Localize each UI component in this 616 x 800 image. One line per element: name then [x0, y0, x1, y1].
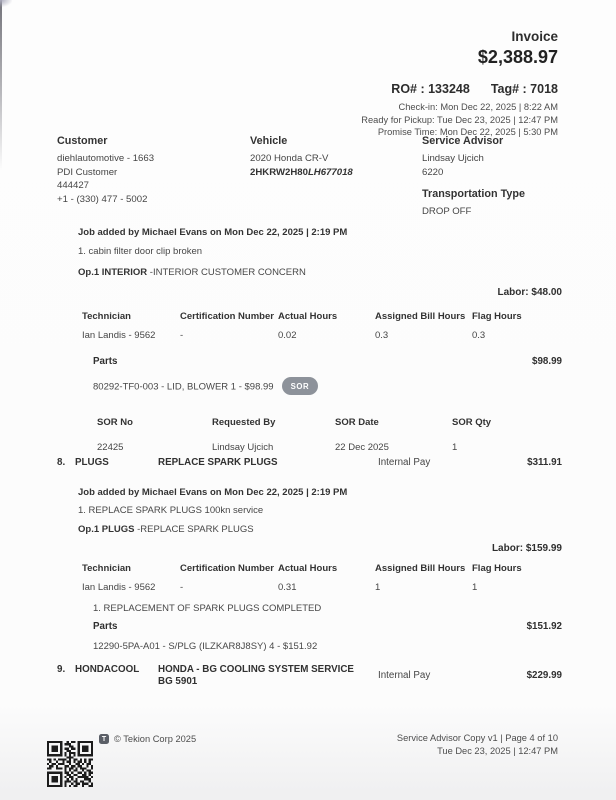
footer-page-info	[397, 732, 558, 757]
qr-code	[47, 741, 93, 787]
job-op-line: Op.1 INTERIOR -INTERIOR CUSTOMER CONCERN	[78, 267, 306, 278]
sor-table-row: 22425 Lindsay Ujcich 22 Dec 2025 1	[97, 442, 458, 453]
tag-number: Tag# : 7018	[490, 82, 558, 96]
printed-time-line: Tue Dec 23, 2025 | 12:47 PM	[437, 745, 558, 756]
service-advisor-label: Service Advisor	[422, 135, 504, 147]
part-line: 12290-5PA-A01 - S/PLG (ILZKAR8J8SY) 4 - $151.92	[93, 641, 318, 652]
invoice-total: $2,388.97	[477, 47, 558, 67]
job-concern: 1. REPLACE SPARK PLUGS 100kn service	[78, 505, 264, 516]
job-op-line: Op.1 PLUGS -REPLACE SPARK PLUGS	[78, 524, 254, 535]
job-added-by: Job added by Michael Evans on Mon Dec 22, 2025 | 2:19 PM	[78, 227, 348, 238]
job-name: HONDACOOL	[75, 664, 140, 675]
job-section-8	[57, 457, 562, 653]
technician-table-row: Ian Landis - 9562 - 0.02 0.3 0.3	[82, 330, 486, 341]
sor-table-header: SOR No Requested By SOR Date SOR Qty	[97, 417, 492, 428]
job-number: 8.	[57, 457, 66, 468]
promise-time-line: Promise Time: Mon Dec 22, 2025 | 5:30 PM	[377, 127, 558, 137]
customer-section	[57, 135, 250, 219]
copy-page-line: Service Advisor Copy v1 | Page 4 of 10	[396, 733, 558, 743]
parts-summary	[93, 621, 562, 633]
parts-label: Parts	[93, 356, 118, 367]
technician-table-header: Technician Certification Number Actual Hours Assigned Bill Hours Flag Hours	[82, 311, 522, 322]
transportation-type-value: DROP OFF	[422, 206, 472, 217]
customer-number: 444427	[57, 180, 90, 191]
parts-label: Parts	[93, 621, 118, 632]
job-concern: 1. cabin filter door clip broken	[78, 246, 203, 257]
job-price: $229.99	[526, 670, 562, 681]
invoice-title: Invoice	[511, 29, 558, 44]
parts-total: $98.99	[532, 356, 562, 367]
job-pay-type: Internal Pay	[378, 670, 431, 681]
service-advisor-name: Lindsay Ujcich	[422, 153, 484, 164]
job-story-note: 1. REPLACEMENT OF SPARK PLUGS COMPLETED	[93, 603, 322, 614]
labor-amount: Labor: $48.00	[497, 287, 562, 298]
ro-times	[361, 101, 558, 139]
service-advisor-number: 6220	[422, 166, 444, 178]
customer-type: PDI Customer	[57, 166, 118, 178]
technician-table-row: Ian Landis - 9562 - 0.31 1 1	[82, 582, 478, 593]
job-pay-type: Internal Pay	[378, 457, 431, 468]
labor-amount: Labor: $159.99	[491, 543, 562, 554]
transportation-type-label: Transportation Type	[422, 188, 525, 200]
job-section-7	[57, 227, 562, 454]
customer-phone: +1 - (330) 477 - 5002	[57, 193, 148, 205]
advisor-section	[422, 135, 562, 219]
customer-label: Customer	[57, 135, 108, 147]
copyright-text: © Tekion Corp 2025	[114, 734, 197, 744]
job-price: $311.91	[527, 457, 562, 468]
vehicle-section	[250, 135, 422, 219]
parts-summary	[93, 356, 562, 368]
job-name: PLUGS	[75, 457, 109, 468]
scan-edge-artifact	[0, 0, 2, 170]
ro-number: RO# : 133248	[391, 82, 470, 96]
job-heading-row	[57, 664, 562, 688]
ready-for-pickup-line: Ready for Pickup: Tue Dec 23, 2025 | 12:47 PM	[361, 114, 558, 125]
job-number: 9.	[57, 664, 66, 675]
ro-tag-line	[361, 82, 558, 96]
job-desc: HONDA - BG COOLING SYSTEM SERVICE BG 5901	[158, 664, 354, 687]
sor-badge: SOR	[282, 377, 319, 395]
vehicle-vin: 2HKRW2H80LH677018	[250, 166, 353, 178]
customer-name: diehlautomotive - 1663	[57, 153, 155, 164]
vehicle-label: Vehicle	[250, 135, 288, 147]
invoice-header	[361, 29, 558, 139]
tekion-copyright	[99, 734, 196, 744]
tekion-logo-icon: T	[99, 734, 109, 744]
job-desc: REPLACE SPARK PLUGS	[158, 457, 278, 468]
technician-table-header: Technician Certification Number Actual Hours Assigned Bill Hours Flag Hours	[82, 563, 522, 574]
part-line: 80292-TF0-003 - LID, BLOWER 1 - $98.99 SOR	[93, 377, 562, 395]
vehicle-model: 2020 Honda CR-V	[250, 153, 329, 164]
job-added-by: Job added by Michael Evans on Mon Dec 22, 2025 | 2:19 PM	[78, 487, 348, 498]
checkin-line: Check-in: Mon Dec 22, 2025 | 8:22 AM	[398, 102, 558, 112]
parts-total: $151.92	[526, 621, 562, 632]
job-heading-row	[57, 457, 562, 469]
job-section-9	[57, 664, 562, 688]
info-columns	[57, 135, 562, 219]
scan-corner-smudge	[0, 0, 12, 7]
